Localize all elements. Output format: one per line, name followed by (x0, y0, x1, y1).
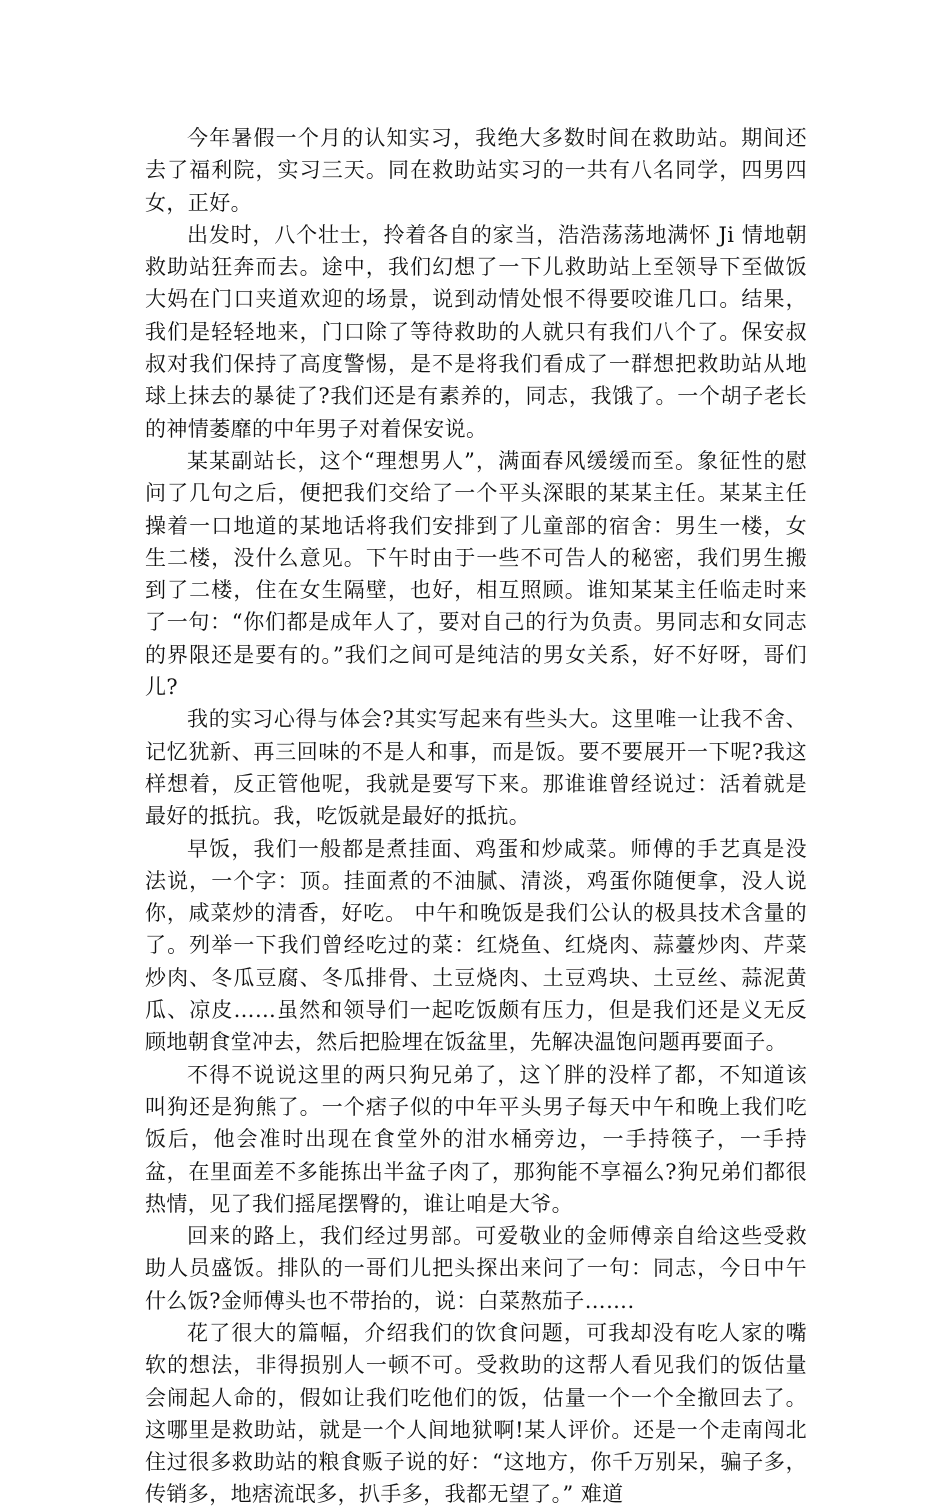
paragraph-reflections: 我的实习心得与体会?其实写起来有些头大。这里唯一让我不舍、记忆犹新、再三回味的不是人和事，而是饭。要不要展开一下呢?我这样想着，反正管他呢，我就是要写下来。那谁谁曾经说过：活着就是最好的抵抗。我，吃饭就是最好的抵抗。 (145, 707, 807, 829)
paragraph-departure: 出发时，八个壮士，拎着各自的家当，浩浩荡荡地满怀 Ji 情地朝救助站狂奔而去。途中，我们幻想了一下儿救助站上至领导下至做饭大妈在门口夹道欢迎的场景，说到动情处恨不得要咬谁几口。结果，我们是轻轻地来，门口除了等待救助的人就只有我们八个了。保安叔叔对我们保持了高度警惕，是不是将我们看成了一群想把救助站从地球上抹去的暴徒了?我们还是有素养的，同志，我饿了。一个胡子老长的神情萎靡的中年男子对着保安说。 (145, 222, 807, 441)
paragraph-dogs: 不得不说说这里的两只狗兄弟了，这丫胖的没样了都，不知道该叫狗还是狗熊了。一个痞子似的中年平头男子每天中午和晚上我们吃饭后，他会准时出现在食堂外的泔水桶旁边，一手持筷子，一手持盆，在里面差不多能拣出半盆子肉了，那狗能不享福么?狗兄弟们都很热情，见了我们摇尾摆臀的，谁让咱是大爷。 (145, 1062, 807, 1216)
article-body (145, 122, 807, 1511)
paragraph-food-critique: 花了很大的篇幅，介绍我们的饮食问题，可我却没有吃人家的嘴软的想法，非得损别人一顿不可。受救助的这帮人看见我们的饭估量会闹起人命的，假如让我们吃他们的饭，估量一个一个全撤回去了。这哪里是救助站，就是一个人间地狱啊!某人评价。还是一个走南闯北住过很多救助站的粮食贩子说的好：“这地方，你千万别呆，骗子多，传销多，地痞流氓多，扒手多，我都无望了。” 难道 (145, 1320, 807, 1507)
paragraph-internship-intro: 今年暑假一个月的认知实习，我绝大多数时间在救助站。期间还去了福利院，实习三天。同在救助站实习的一共有八名同学，四男四女，正好。 (145, 126, 807, 215)
paragraph-deputy-director: 某某副站长，这个“理想男人”，满面春风缓缓而至。象征性的慰问了几句之后，便把我们交给了一个平头深眼的某某主任。某某主任操着一口地道的某地话将我们安排到了儿童部的宿舍：男生一楼，女生二楼，没什么意见。下午时由于一些不可告人的秘密，我们男生搬到了二楼，住在女生隔壁，也好，相互照顾。谁知某某主任临走时来了一句：“你们都是成年人了，要对自己的行为负责。男同志和女同志的界限还是要有的。”我们之间可是纯洁的男女关系，好不好呀，哥们儿? (145, 448, 807, 700)
paragraph-return-trip: 回来的路上，我们经过男部。可爱敬业的金师傅亲自给这些受救助人员盛饭。排队的一哥们儿把头探出来问了一句：同志，今日中午什么饭?金师傅头也不带抬的，说：白菜熬茄子……. (145, 1224, 807, 1313)
paragraph-meals: 早饭，我们一般都是煮挂面、鸡蛋和炒咸菜。师傅的手艺真是没法说，一个字：顶。挂面煮的不油腻、清淡，鸡蛋你随便拿，没人说你，咸菜炒的清香，好吃。 中午和晚饭是我们公认的极具技术含量的了。列举一下我们曾经吃过的菜：红烧鱼、红烧肉、蒜薹炒肉、芹菜炒肉、冬瓜豆腐、冬瓜排骨、土豆烧肉、土豆鸡块、土豆丝、蒜泥黄瓜、凉皮……虽然和领导们一起吃饭颇有压力，但是我们还是义无反顾地朝食堂冲去，然后把脸埋在饭盆里，先解决温饱问题再要面子。 (145, 836, 807, 1055)
